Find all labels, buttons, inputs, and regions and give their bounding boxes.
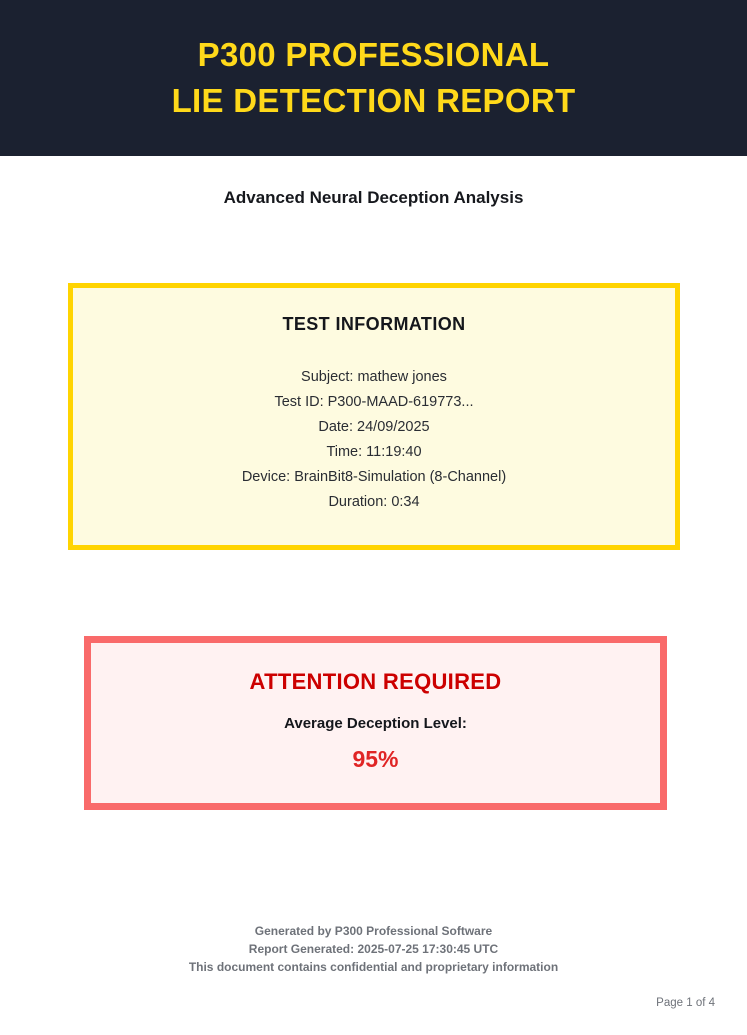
report-title-line-2: LIE DETECTION REPORT (171, 82, 576, 119)
test-info-subject: Subject: mathew jones (301, 369, 447, 385)
test-info-time: Time: 11:19:40 (326, 444, 422, 460)
footer-generated-at: Report Generated: 2025-07-25 17:30:45 UTC (248, 942, 499, 956)
page-number: Page 1 of 4 (656, 997, 715, 1009)
test-information-panel (68, 283, 680, 550)
test-info-device: Device: BrainBit8-Simulation (8-Channel) (241, 469, 507, 485)
test-information-title: TEST INFORMATION (282, 314, 466, 334)
attention-required-panel (84, 636, 667, 810)
attention-required-title: ATTENTION REQUIRED (249, 669, 502, 694)
average-deception-value: 95% (352, 746, 399, 772)
footer-confidentiality-notice: This document contains confidential and proprietary information (188, 960, 559, 974)
report-header (0, 0, 747, 156)
report-title-line-1: P300 PROFESSIONAL (197, 36, 550, 73)
report-footer (0, 922, 747, 976)
report-subtitle: Advanced Neural Deception Analysis (223, 188, 524, 207)
footer-generated-by: Generated by P300 Professional Software (254, 924, 493, 938)
test-info-duration: Duration: 0:34 (328, 494, 420, 510)
test-info-date: Date: 24/09/2025 (318, 419, 430, 435)
average-deception-label: Average Deception Level: (284, 715, 467, 732)
test-info-test-id: Test ID: P300-MAAD-619773... (274, 394, 474, 410)
